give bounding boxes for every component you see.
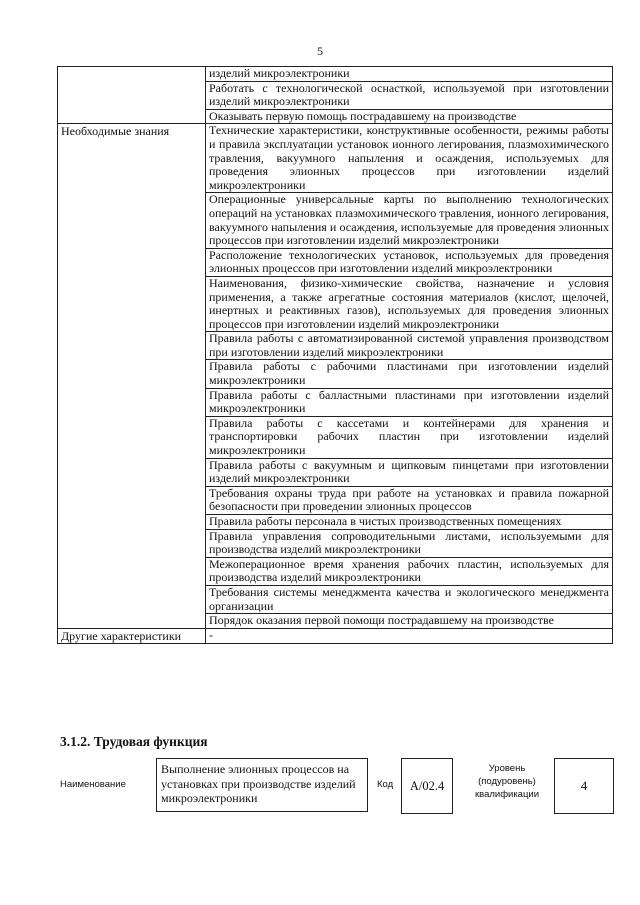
table-row (58, 628, 613, 644)
qualification-level-label: Уровень (подуровень) квалификации (474, 763, 540, 800)
table-row (58, 124, 613, 193)
table-item: Межоперационное время хранения рабочих пластин, используемых для производства изделий микроэлектроники (206, 557, 613, 585)
table-item: Правила работы с автоматизированной системой управления производством при изготовлении изделий микроэлектроники (206, 332, 613, 360)
table-item: Операционные универсальные карты по выполнению технологических операций на установках плазмохимического травления, ионного легирования, вакуумного напыления и осаждения, используемые для проведения элионных процессов при изготовлении изделий микроэлектроники (206, 193, 613, 248)
table-item: Технические характеристики, конструктивные особенности, режимы работы и правила эксплуатации установок ионного легирования, плазмохимического травления, вакуумного напыления и осаждения, используемых для проведения элионных процессов при изготовлении изделий микроэлектроники (206, 124, 613, 193)
table-item: Правила работы с балластными пластинами при изготовлении изделий микроэлектроники (206, 388, 613, 416)
table-item: - (206, 628, 613, 644)
table-item: Правила работы с вакуумным и щипковым пинцетами при изготовлении изделий микроэлектроники (206, 458, 613, 486)
table-item: Требования системы менеджмента качества и экологического менеджмента организации (206, 585, 613, 613)
table-item: Оказывать первую помощь пострадавшему на производстве (206, 109, 613, 124)
table-item: изделий микроэлектроники (206, 67, 613, 82)
section-heading: 3.1.2. Трудовая функция (60, 734, 208, 749)
knowledge-table (57, 66, 613, 644)
table-row (58, 67, 613, 82)
labor-function-row (57, 757, 613, 819)
table-item: Требования охраны труда при работе на установках и правила пожарной безопасности при проведении элионных процессов (206, 486, 613, 514)
qualification-level-box: 4 (554, 758, 614, 814)
table-item: Правила работы персонала в чистых производственных помещениях (206, 515, 613, 530)
name-label: Наименование (60, 779, 126, 790)
table-item: Правила работы с рабочими пластинами при изготовлении изделий микроэлектроники (206, 360, 613, 388)
code-label: Код (377, 779, 394, 790)
function-name-box: Выполнение элионных процессов на установках при производстве изделий микроэлектроники (156, 758, 368, 812)
function-code-box: A/02.4 (401, 758, 453, 814)
table-item: Правила работы с кассетами и контейнерами для хранения и транспортировки рабочих пластин при изготовлении изделий микроэлектроники (206, 416, 613, 458)
table-item: Правила управления сопроводительными листами, используемыми для производства изделий микроэлектроники (206, 529, 613, 557)
row-label: Другие характеристики (58, 628, 206, 644)
table-item: Порядок оказания первой помощи пострадавшему на производстве (206, 614, 613, 629)
table-item: Работать с технологической оснасткой, используемой при изготовлении изделий микроэлектроники (206, 81, 613, 109)
row-label: Необходимые знания (58, 124, 206, 628)
page-number: 5 (317, 44, 323, 58)
table-item: Наименования, физико-химические свойства, назначение и условия применения, а также агрегатные состояния материалов (кислот, щелочей, инертных и реактивных газов), используемых для проведения элионных процессов при изготовлении изделий микроэлектроники (206, 276, 613, 331)
row-label (58, 67, 206, 124)
table-item: Расположение технологических установок, используемых для проведения элионных процессов при изготовлении изделий микроэлектроники (206, 248, 613, 276)
